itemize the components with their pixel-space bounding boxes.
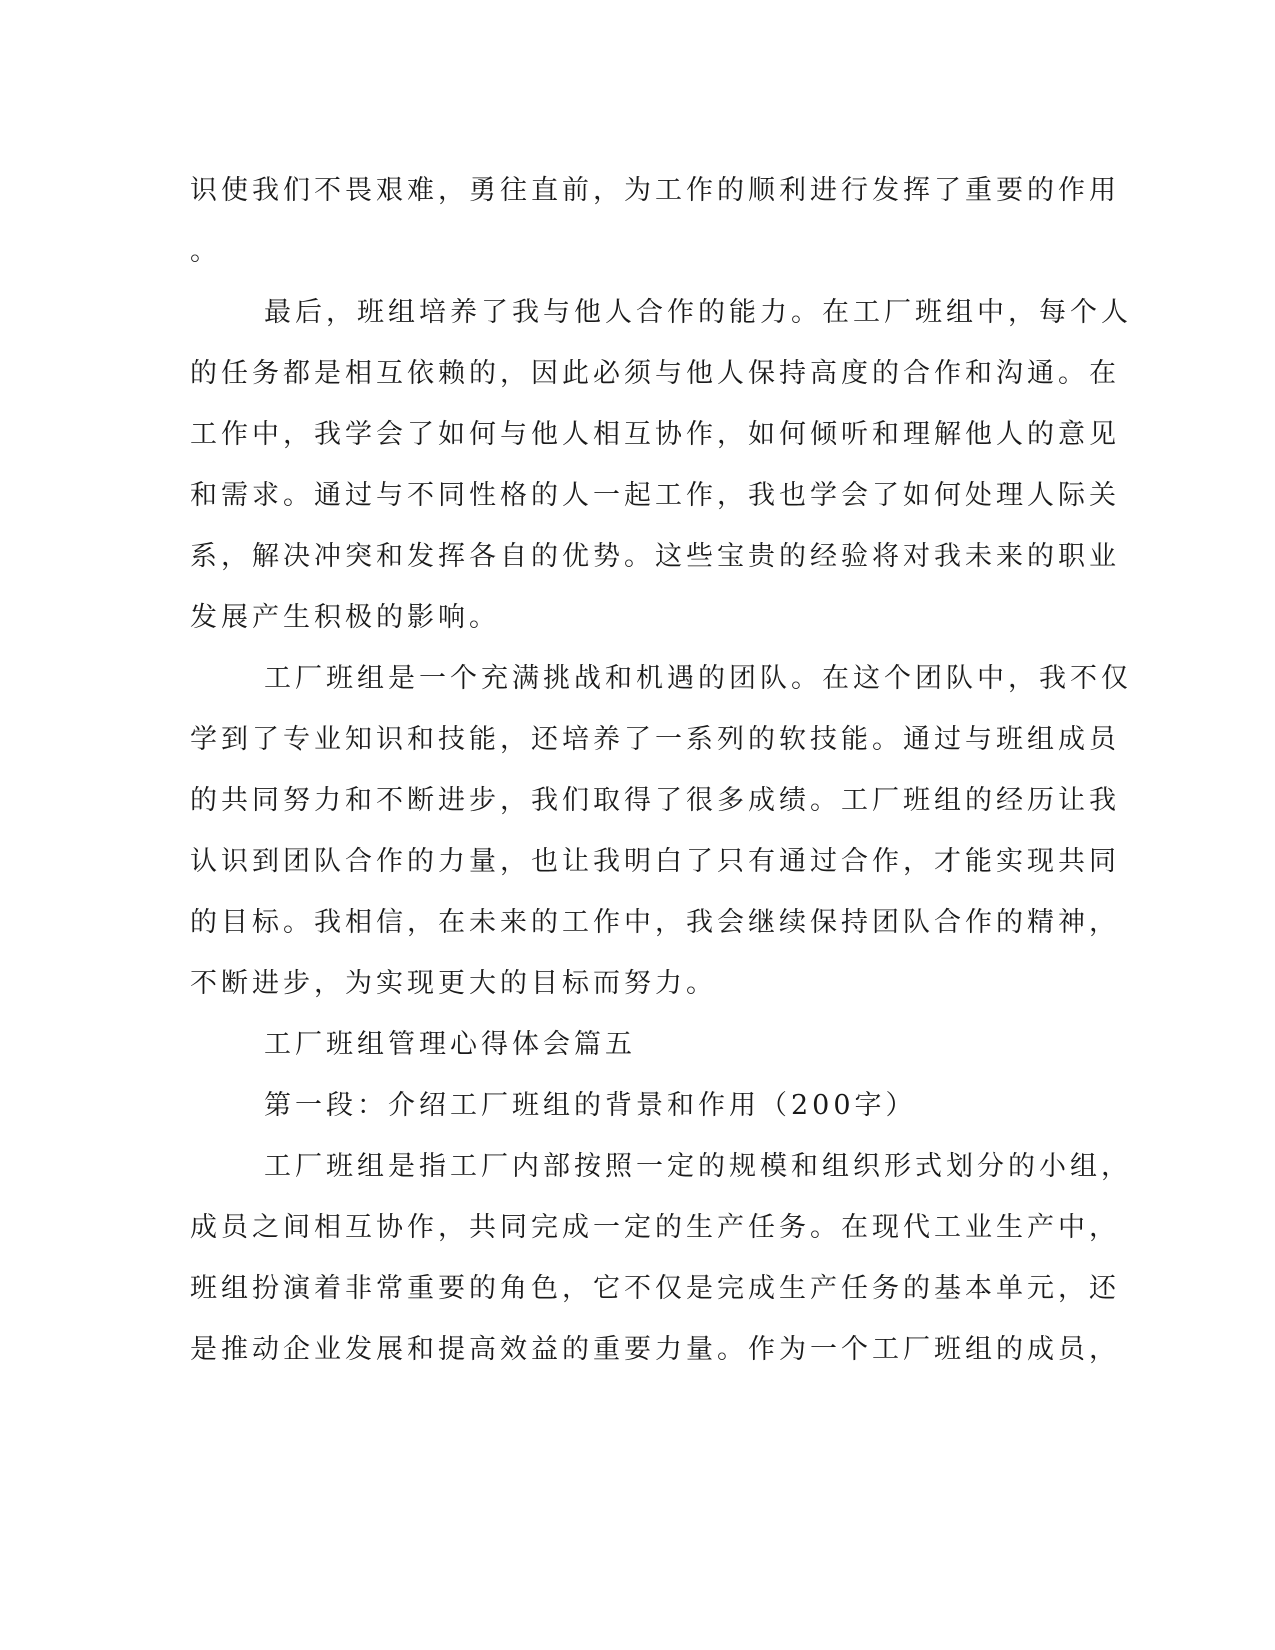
- text-line: 发展产生积极的影响。: [190, 602, 500, 633]
- text-line: 班组扮演着非常重要的角色，它不仅是完成生产任务的基本单元，还: [190, 1273, 1120, 1304]
- text-line: 最后，班组培养了我与他人合作的能力。在工厂班组中，每个人: [264, 297, 1132, 328]
- text-line: 识使我们不畏艰难，勇往直前，为工作的顺利进行发挥了重要的作用: [190, 175, 1120, 206]
- text-line: 是推动企业发展和提高效益的重要力量。作为一个工厂班组的成员，: [190, 1334, 1120, 1365]
- text-line: 不断进步，为实现更大的目标而努力。: [190, 968, 717, 999]
- text-line: 工厂班组是一个充满挑战和机遇的团队。在这个团队中，我不仅: [264, 663, 1132, 694]
- document-body: [190, 160, 1132, 1380]
- text-line: 认识到团队合作的力量，也让我明白了只有通过合作，才能实现共同: [190, 846, 1120, 877]
- text-line: 系，解决冲突和发挥各自的优势。这些宝贵的经验将对我未来的职业: [190, 541, 1120, 572]
- text-line: 成员之间相互协作，共同完成一定的生产任务。在现代工业生产中，: [190, 1212, 1120, 1243]
- text-line: 和需求。通过与不同性格的人一起工作，我也学会了如何处理人际关: [190, 480, 1120, 511]
- text-line: 工厂班组是指工厂内部按照一定的规模和组织形式划分的小组，: [264, 1151, 1132, 1182]
- subsection-heading: 第一段：介绍工厂班组的背景和作用（200字）: [264, 1090, 917, 1121]
- text-line: 。: [190, 236, 221, 267]
- text-line: 的目标。我相信，在未来的工作中，我会继续保持团队合作的精神，: [190, 907, 1120, 938]
- text-line: 的共同努力和不断进步，我们取得了很多成绩。工厂班组的经历让我: [190, 785, 1120, 816]
- text-line: 学到了专业知识和技能，还培养了一系列的软技能。通过与班组成员: [190, 724, 1120, 755]
- text-line: 的任务都是相互依赖的，因此必须与他人保持高度的合作和沟通。在: [190, 358, 1120, 389]
- section-heading: 工厂班组管理心得体会篇五: [264, 1029, 636, 1060]
- text-line: 工作中，我学会了如何与他人相互协作，如何倾听和理解他人的意见: [190, 419, 1120, 450]
